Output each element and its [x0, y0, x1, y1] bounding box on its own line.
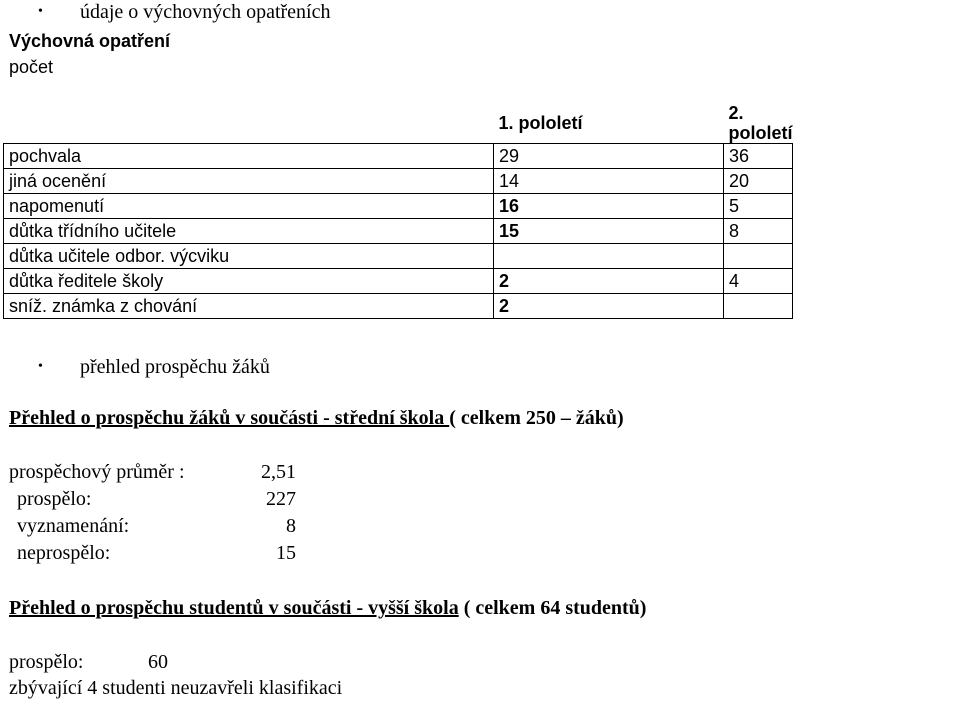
- bullet-icon: •: [38, 359, 43, 374]
- table-row: [4, 269, 793, 294]
- stat-value: 15: [276, 542, 296, 564]
- section-title-results: přehled prospěchu žáků: [80, 356, 270, 378]
- second-half-value: [724, 244, 793, 269]
- row-label: sníž. známka z chování: [4, 294, 494, 319]
- first-half-value: 2: [494, 269, 724, 294]
- measures-subtitle: Výchovná opatření: [9, 31, 171, 51]
- higher-heading-underlined: Přehled o prospěchu studentů v součásti - vyšší škola: [9, 597, 459, 619]
- table-row: [4, 144, 793, 169]
- table-row: [4, 219, 793, 244]
- first-half-value: 15: [494, 219, 724, 244]
- first-half-value: 14: [494, 169, 724, 194]
- count-label: počet: [9, 57, 54, 77]
- stat-value: 8: [286, 515, 296, 537]
- first-half-value: 16: [494, 194, 724, 219]
- table-header-cell: 2. pololetí: [724, 103, 793, 144]
- second-half-value: 36: [724, 144, 793, 169]
- stat-label: prospěchový průměr :: [9, 461, 185, 483]
- secondary-school-heading: [9, 407, 624, 430]
- stat-label: vyznamenání:: [17, 515, 130, 537]
- table-row: [4, 244, 793, 269]
- table-header-row: [4, 103, 793, 144]
- second-half-value: 4: [724, 269, 793, 294]
- second-half-value: 5: [724, 194, 793, 219]
- stat-label: prospělo:: [17, 488, 92, 510]
- second-half-value: 20: [724, 169, 793, 194]
- table-row: [4, 294, 793, 319]
- table-header-cell: 1. pololetí: [494, 103, 724, 144]
- first-half-value: 29: [494, 144, 724, 169]
- row-label: důtka třídního učitele: [4, 219, 494, 244]
- secondary-heading-underlined: Přehled o prospěchu žáků v součásti - střední škola: [9, 407, 450, 429]
- stat-value: 2,51: [261, 461, 296, 483]
- stat-value: 227: [266, 488, 296, 510]
- row-label: pochvala: [4, 144, 494, 169]
- table-row: [4, 169, 793, 194]
- stat-label: neprospělo:: [17, 542, 111, 564]
- first-half-value: [494, 244, 724, 269]
- section-title-measures: údaje o výchovných opatřeních: [80, 1, 331, 23]
- table-row: [4, 194, 793, 219]
- row-label: důtka učitele odbor. výcviku: [4, 244, 494, 269]
- higher-school-heading: [9, 597, 646, 620]
- row-label: napomenutí: [4, 194, 494, 219]
- higher-passed-label: prospělo:: [9, 651, 84, 673]
- second-half-value: [724, 294, 793, 319]
- table-header-cell: [4, 103, 494, 144]
- row-label: jiná ocenění: [4, 169, 494, 194]
- row-label: důtka ředitele školy: [4, 269, 494, 294]
- higher-heading-total: ( celkem 64 studentů): [458, 597, 647, 619]
- measures-table: [3, 103, 793, 319]
- secondary-heading-total: ( celkem 250 – žáků): [449, 407, 624, 429]
- higher-passed-value: 60: [148, 651, 168, 673]
- bullet-icon: •: [38, 4, 43, 19]
- first-half-value: 2: [494, 294, 724, 319]
- higher-note: zbývající 4 studenti neuzavřeli klasifikaci: [9, 677, 343, 699]
- second-half-value: 8: [724, 219, 793, 244]
